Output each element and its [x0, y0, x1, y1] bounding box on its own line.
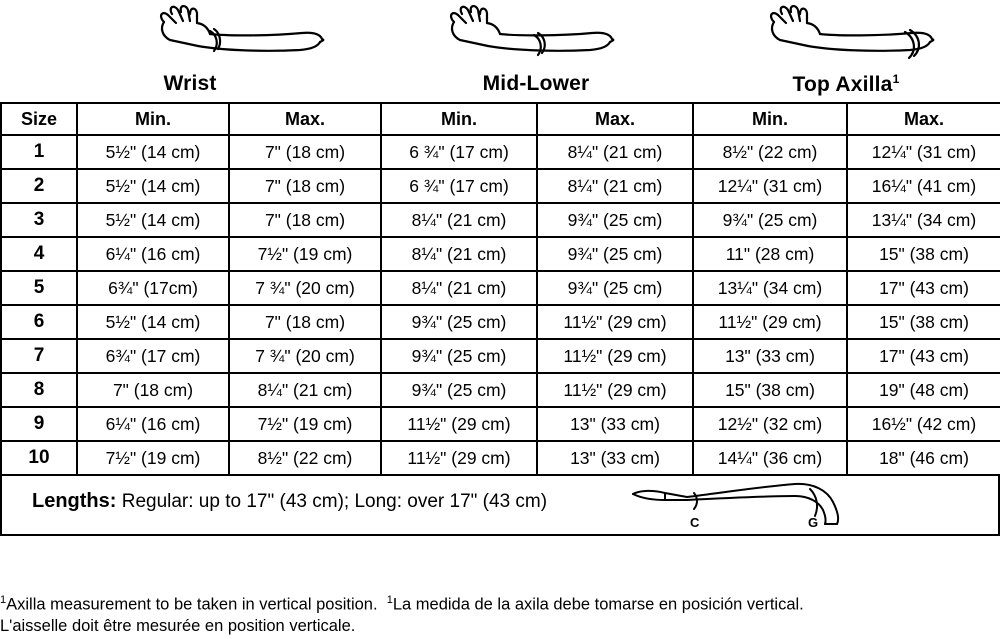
cell-mid-min: 11½" (29 cm) [381, 441, 537, 475]
cell-wrist-max: 8½" (22 cm) [229, 441, 381, 475]
group-heading-top-axilla-text: Top Axilla [792, 73, 893, 96]
cell-size: 7 [1, 339, 77, 373]
group-heading-top-axilla [692, 72, 1000, 97]
cell-top-min: 12¼" (31 cm) [693, 169, 847, 203]
cell-top-min: 11" (28 cm) [693, 237, 847, 271]
cell-wrist-min: 6¼" (16 cm) [77, 407, 229, 441]
column-header-size: Size [1, 103, 77, 135]
cell-top-min: 13" (33 cm) [693, 339, 847, 373]
cell-wrist-max: 7" (18 cm) [229, 305, 381, 339]
cell-wrist-min: 6¾" (17cm) [77, 271, 229, 305]
cell-top-max: 16½" (42 cm) [847, 407, 1000, 441]
diagram-label-g: G [808, 515, 819, 530]
cell-top-min: 8½" (22 cm) [693, 135, 847, 169]
footnote-spacer [378, 595, 387, 613]
cell-top-min: 11½" (29 cm) [693, 305, 847, 339]
cell-size: 5 [1, 271, 77, 305]
cell-mid-min: 8¼" (21 cm) [381, 271, 537, 305]
cell-top-max: 15" (38 cm) [847, 237, 1000, 271]
arm-length-diagram [627, 476, 857, 532]
footnote-text-en: Axilla measurement to be taken in vertical position. [6, 595, 378, 613]
cell-mid-max: 13" (33 cm) [537, 441, 693, 475]
footnote-text-es: La medida de la axila debe tomarse en posición vertical. [392, 595, 804, 613]
footnote-marker-axilla: 1 [892, 72, 900, 86]
column-header-mid-max: Max. [537, 103, 693, 135]
group-heading-mid-lower: Mid-Lower [482, 72, 590, 95]
footnote-marker-1-es: 1 [386, 593, 393, 606]
cell-mid-max: 9¾" (25 cm) [537, 203, 693, 237]
group-heading-wrist: Wrist [163, 72, 217, 95]
column-header-wrist-max: Max. [229, 103, 381, 135]
cell-top-max: 19" (48 cm) [847, 373, 1000, 407]
lengths-text [32, 490, 547, 513]
cell-mid-min: 11½" (29 cm) [381, 407, 537, 441]
lengths-band [0, 474, 1000, 536]
column-header-top-min: Min. [693, 103, 847, 135]
cell-wrist-max: 7½" (19 cm) [229, 237, 381, 271]
diagram-label-c: C [690, 515, 700, 530]
cell-top-max: 16¼" (41 cm) [847, 169, 1000, 203]
cell-size: 1 [1, 135, 77, 169]
cell-mid-max: 11½" (29 cm) [537, 373, 693, 407]
footnotes [0, 589, 1000, 638]
table-row [1, 373, 1000, 407]
cell-wrist-max: 7½" (19 cm) [229, 407, 381, 441]
table-row [1, 169, 1000, 203]
cell-size: 3 [1, 203, 77, 237]
cell-top-min: 12½" (32 cm) [693, 407, 847, 441]
cell-wrist-min: 6¾" (17 cm) [77, 339, 229, 373]
footnote-marker-1: 1 [0, 593, 7, 606]
cell-mid-max: 13" (33 cm) [537, 407, 693, 441]
table-row [1, 135, 1000, 169]
cell-wrist-max: 8¼" (21 cm) [229, 373, 381, 407]
cell-wrist-max: 7" (18 cm) [229, 135, 381, 169]
table-row [1, 237, 1000, 271]
cell-top-max: 17" (43 cm) [847, 339, 1000, 373]
cell-top-min: 9¾" (25 cm) [693, 203, 847, 237]
cell-wrist-min: 7½" (19 cm) [77, 441, 229, 475]
cell-top-max: 17" (43 cm) [847, 271, 1000, 305]
cell-wrist-min: 5½" (14 cm) [77, 305, 229, 339]
cell-wrist-max: 7" (18 cm) [229, 203, 381, 237]
cell-mid-max: 8¼" (21 cm) [537, 135, 693, 169]
illustration-row [0, 0, 1000, 72]
cell-mid-max: 8¼" (21 cm) [537, 169, 693, 203]
cell-wrist-min: 5½" (14 cm) [77, 135, 229, 169]
table-row [1, 339, 1000, 373]
cell-wrist-min: 5½" (14 cm) [77, 169, 229, 203]
table-header-row [1, 103, 1000, 135]
table-row [1, 271, 1000, 305]
cell-wrist-min: 7" (18 cm) [77, 373, 229, 407]
lengths-value: Regular: up to 17" (43 cm); Long: over 17" (43 cm) [116, 491, 548, 512]
cell-wrist-min: 5½" (14 cm) [77, 203, 229, 237]
cell-size: 6 [1, 305, 77, 339]
table-row [1, 305, 1000, 339]
cell-mid-max: 11½" (29 cm) [537, 339, 693, 373]
cell-mid-max: 9¾" (25 cm) [537, 237, 693, 271]
table-row [1, 441, 1000, 475]
cell-top-min: 13¼" (34 cm) [693, 271, 847, 305]
group-headings [0, 72, 1000, 102]
cell-mid-max: 9¾" (25 cm) [537, 271, 693, 305]
cell-wrist-max: 7 ¾" (20 cm) [229, 271, 381, 305]
cell-mid-min: 9¾" (25 cm) [381, 339, 537, 373]
cell-mid-min: 8¼" (21 cm) [381, 237, 537, 271]
mid-lower-measure-illustration [440, 2, 620, 70]
wrist-measure-illustration [150, 2, 330, 70]
size-table [0, 102, 1000, 476]
column-header-top-max: Max. [847, 103, 1000, 135]
cell-size: 2 [1, 169, 77, 203]
cell-top-max: 18" (46 cm) [847, 441, 1000, 475]
cell-mid-min: 9¾" (25 cm) [381, 305, 537, 339]
cell-wrist-max: 7 ¾" (20 cm) [229, 339, 381, 373]
cell-mid-min: 6 ¾" (17 cm) [381, 135, 537, 169]
cell-size: 4 [1, 237, 77, 271]
cell-top-min: 14¼" (36 cm) [693, 441, 847, 475]
cell-size: 8 [1, 373, 77, 407]
cell-size: 10 [1, 441, 77, 475]
cell-top-min: 15" (38 cm) [693, 373, 847, 407]
column-header-wrist-min: Min. [77, 103, 229, 135]
cell-top-max: 15" (38 cm) [847, 305, 1000, 339]
table-body [1, 135, 1000, 475]
cell-top-max: 12¼" (31 cm) [847, 135, 1000, 169]
cell-wrist-max: 7" (18 cm) [229, 169, 381, 203]
cell-mid-min: 6 ¾" (17 cm) [381, 169, 537, 203]
cell-wrist-min: 6¼" (16 cm) [77, 237, 229, 271]
table-row [1, 407, 1000, 441]
table-row [1, 203, 1000, 237]
cell-size: 9 [1, 407, 77, 441]
footnote-line-2: L'aisselle doit être mesurée en position verticale. [0, 617, 356, 635]
column-header-mid-min: Min. [381, 103, 537, 135]
cell-top-max: 13¼" (34 cm) [847, 203, 1000, 237]
footnote-line-1 [0, 589, 1000, 616]
cell-mid-min: 8¼" (21 cm) [381, 203, 537, 237]
cell-mid-min: 9¾" (25 cm) [381, 373, 537, 407]
lengths-label: Lengths: [32, 490, 117, 512]
cell-mid-max: 11½" (29 cm) [537, 305, 693, 339]
top-axilla-measure-illustration [760, 2, 940, 70]
